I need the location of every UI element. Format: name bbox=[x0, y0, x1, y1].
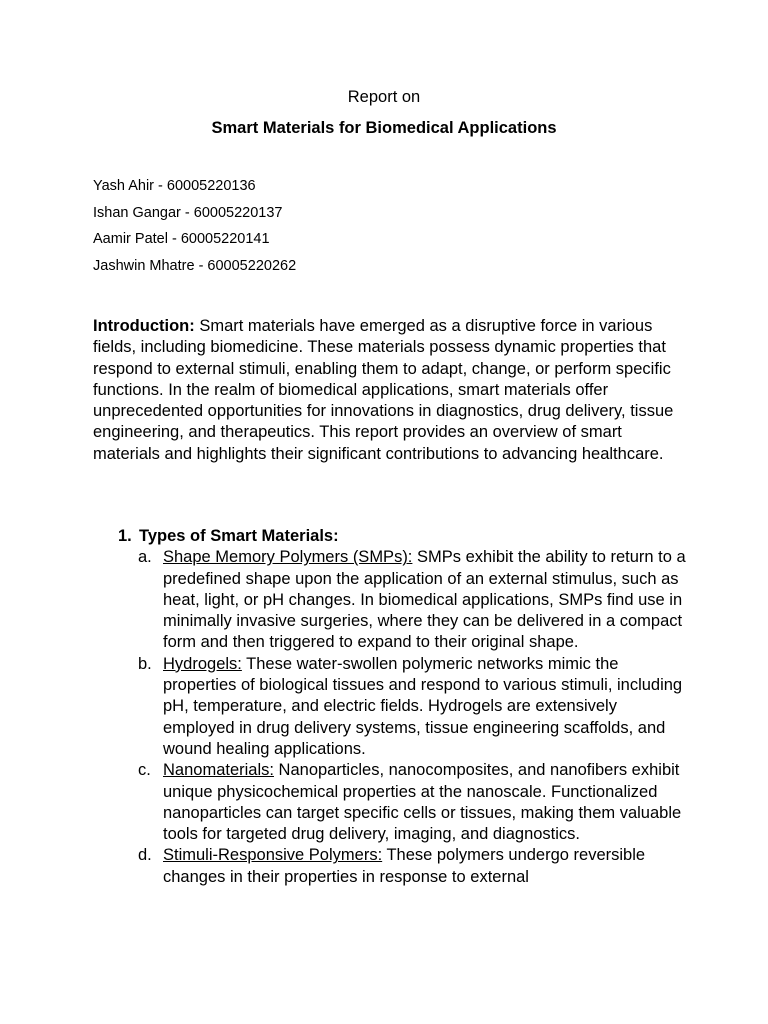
section-heading-text: Types of Smart Materials: bbox=[139, 527, 339, 545]
item-letter: a. bbox=[138, 548, 152, 567]
item-body bbox=[163, 845, 688, 888]
item-body bbox=[163, 654, 688, 760]
author-line: Ishan Gangar - 60005220137 bbox=[93, 204, 283, 221]
sub-item-list bbox=[138, 547, 688, 888]
item-term: Stimuli-Responsive Polymers: bbox=[163, 846, 383, 865]
item-term: Shape Memory Polymers (SMPs): bbox=[163, 548, 413, 567]
report-label: Report on bbox=[347, 88, 421, 106]
list-item bbox=[138, 547, 688, 653]
item-text: These water-swollen polymeric networks mimic the properties of biological tissues and respond to various stimuli, including pH, temperature, and electric fields. Hydrogels are extensively employed in drug delivery systems, tissue engineering scaffolds, and wound healing applications. bbox=[163, 654, 683, 758]
section-types-of-smart-materials bbox=[118, 526, 688, 888]
author-line: Aamir Patel - 60005220141 bbox=[93, 231, 270, 247]
item-text: Nanoparticles, nanocomposites, and nanofibers exhibit unique physicochemical properties at the nanoscale. Functionalized nanoparticles can target specific cells or tissues, making them valuable tools for targeted drug delivery, imaging, and diagnostics. bbox=[163, 761, 682, 844]
item-body bbox=[163, 547, 688, 653]
list-item bbox=[138, 845, 688, 888]
item-term: Hydrogels: bbox=[163, 654, 242, 673]
author-line: Yash Ahir - 60005220136 bbox=[93, 178, 256, 194]
item-letter: c. bbox=[138, 761, 151, 780]
author-list bbox=[93, 177, 296, 283]
author-line: Jashwin Mhatre - 60005220262 bbox=[93, 257, 297, 274]
document-title: Smart Materials for Biomedical Applications bbox=[211, 119, 557, 137]
section-number: 1. bbox=[118, 527, 132, 545]
introduction-text: Smart materials have emerged as a disruptive force in various fields, including biomedicine. These materials possess dynamic properties that respond to external stimuli, enabling them to adapt, change, or perform specific functions. In the realm of biomedical applications, smart materials offer unprecedented opportunities for innovations in diagnostics, drug delivery, tissue engineering, and therapeutics. This report provides an overview of smart materials and highlights their significant contributions to advancing healthcare. bbox=[93, 317, 674, 463]
list-item bbox=[138, 654, 688, 760]
list-item bbox=[138, 760, 688, 845]
item-body bbox=[163, 760, 688, 845]
item-text: These polymers undergo reversible changes in their properties in response to external bbox=[163, 846, 646, 886]
introduction-label: Introduction: bbox=[93, 317, 195, 335]
item-letter: b. bbox=[138, 654, 152, 673]
item-text: SMPs exhibit the ability to return to a predefined shape upon the application of an external stimulus, such as heat, light, or pH changes. In biomedical applications, SMPs find use in minimally invasive surgeries, where they can be delivered in a compact form and then triggered to expand to their original shape. bbox=[163, 548, 686, 652]
introduction-paragraph bbox=[93, 316, 683, 465]
item-letter: d. bbox=[138, 846, 152, 865]
item-term: Nanomaterials: bbox=[163, 761, 274, 780]
section-heading bbox=[118, 526, 688, 547]
